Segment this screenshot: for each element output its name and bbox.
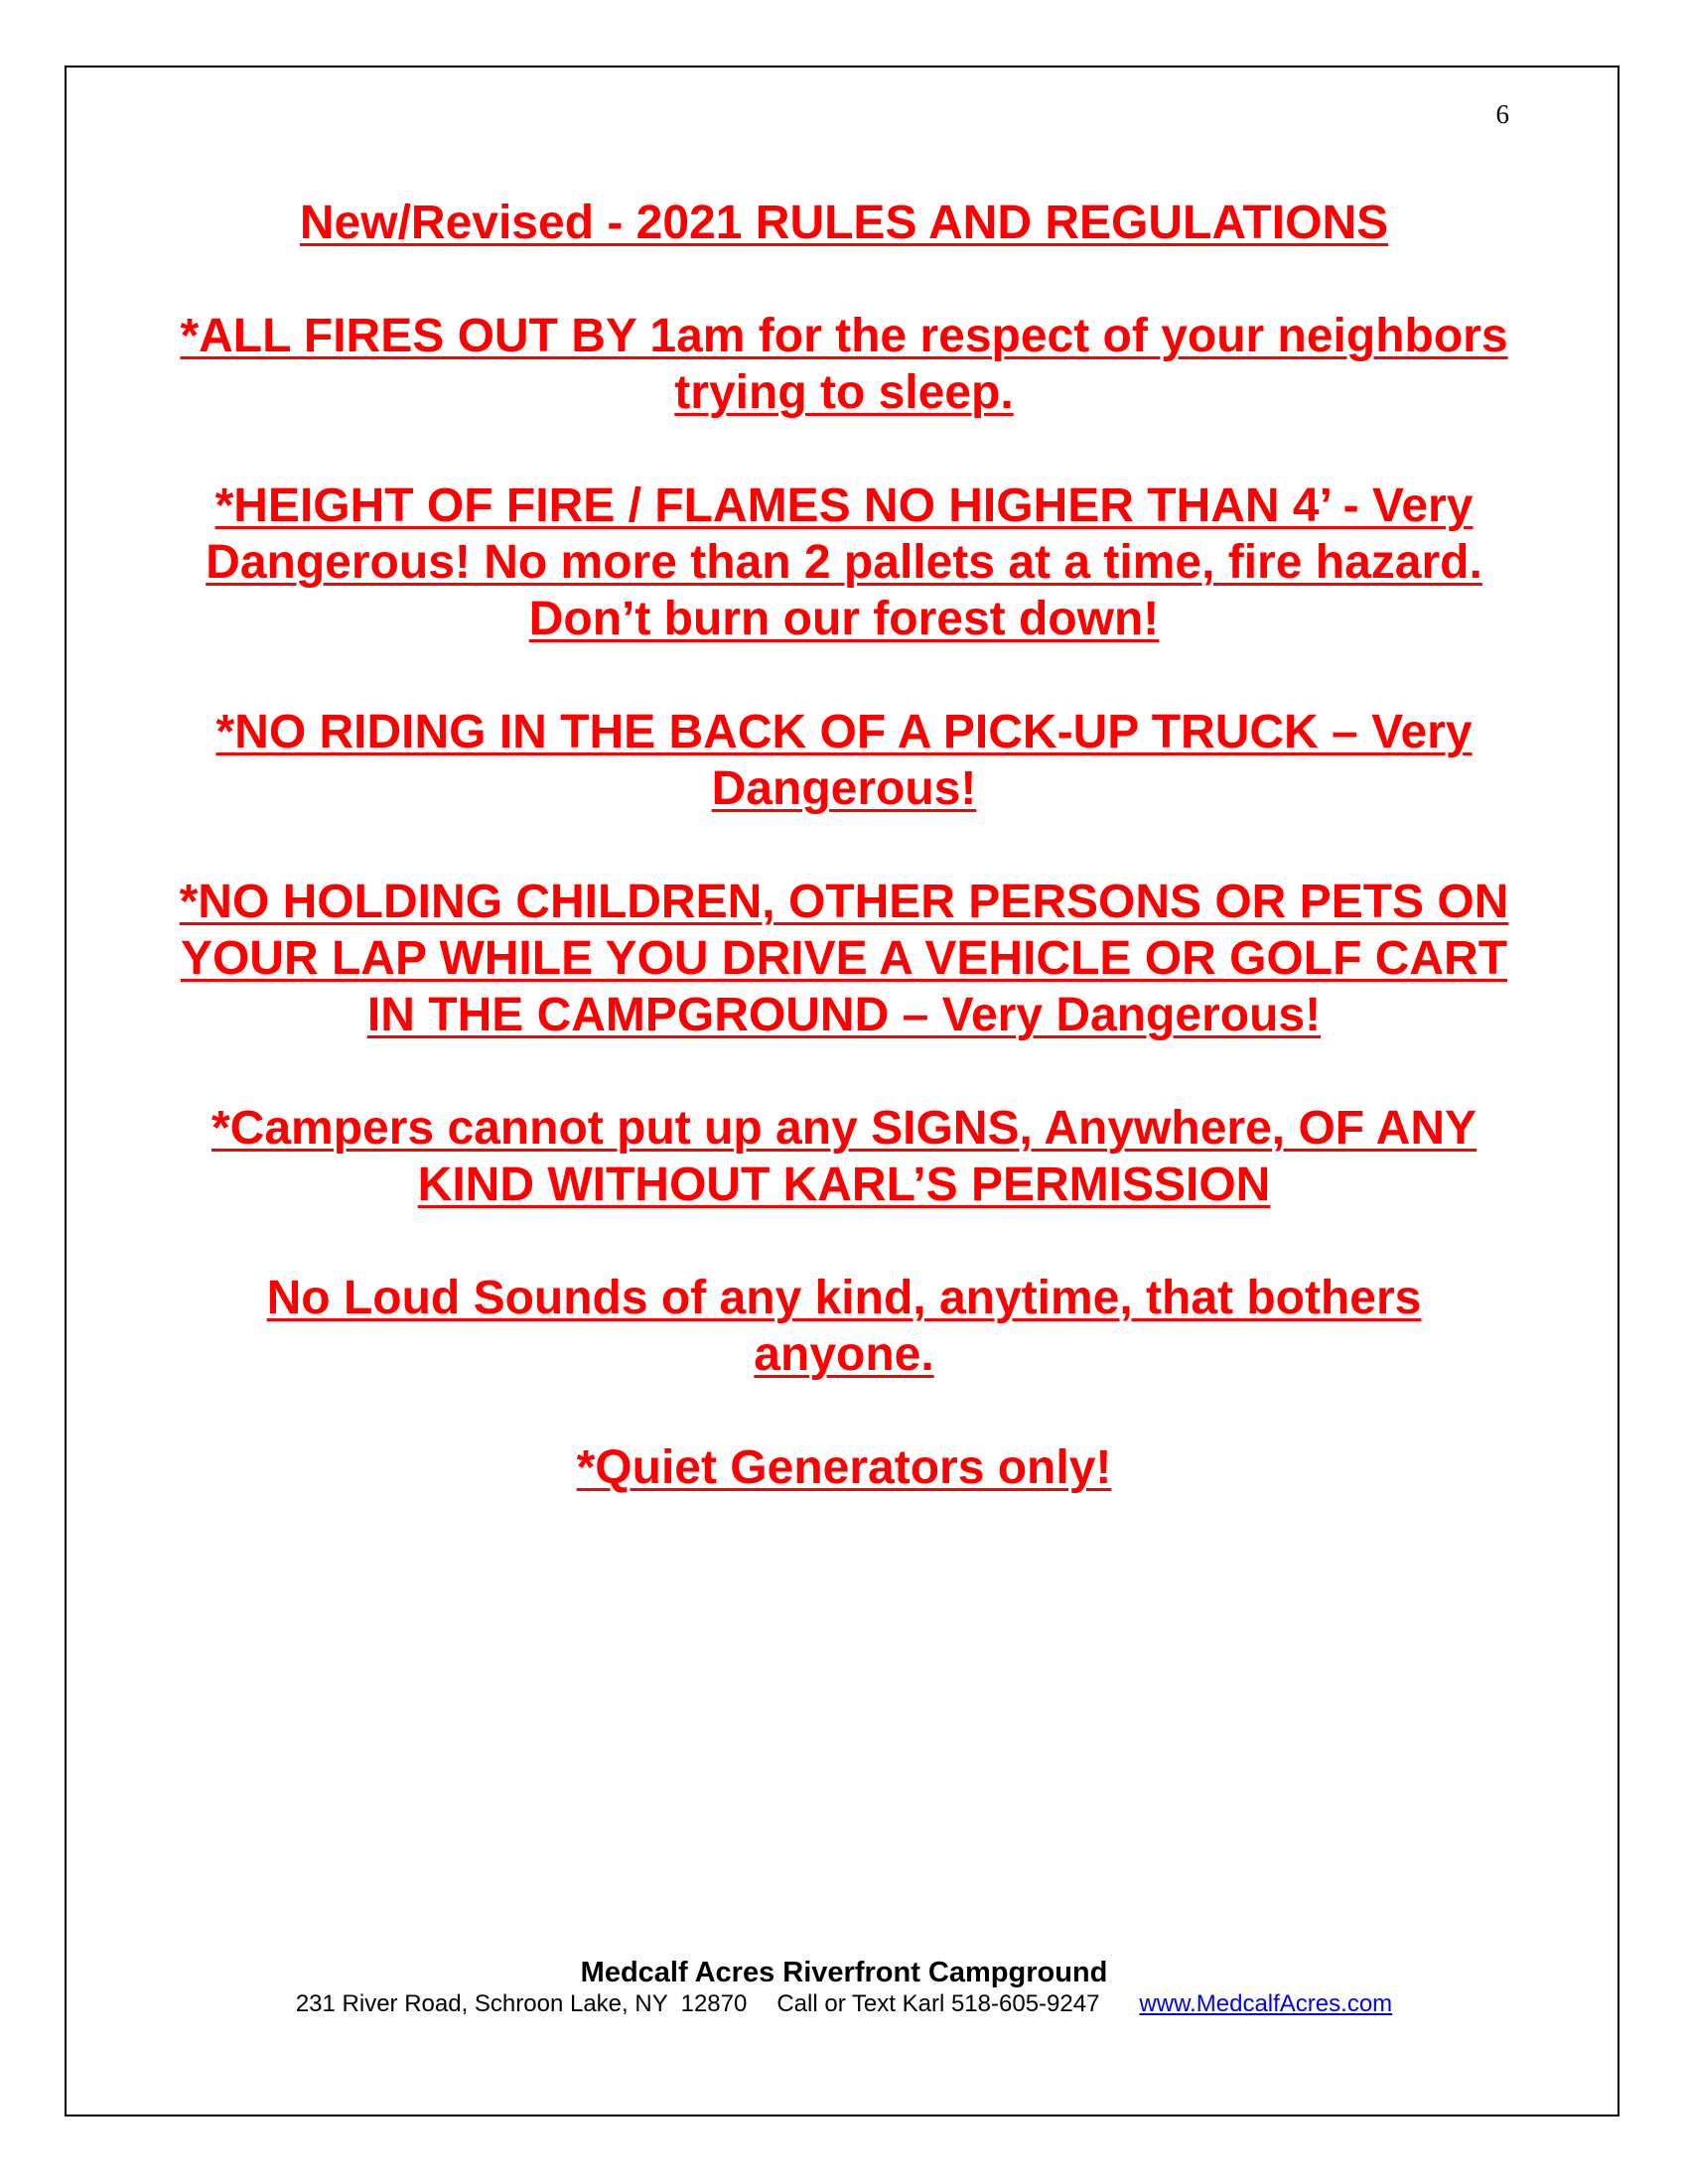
rule-loud-sounds: No Loud Sounds of any kind, anytime, that bothers anyone. xyxy=(266,1272,1422,1381)
rule-fires-out: *ALL FIRES OUT BY 1am for the respect of your neighbors trying to sleep. xyxy=(180,310,1508,419)
footer-title: Medcalf Acres Riverfront Campground xyxy=(580,1957,1108,1988)
footer-contact-line xyxy=(179,1989,1509,2019)
rule-generators: *Quiet Generators only! xyxy=(576,1441,1112,1494)
footer xyxy=(179,1956,1509,2019)
page-number: 6 xyxy=(1495,99,1509,129)
website-link[interactable]: www.MedcalfAcres.com xyxy=(1139,1990,1393,2017)
rule-pickup-truck: *NO RIDING IN THE BACK OF A PICK-UP TRUCK – Very Dangerous! xyxy=(215,706,1473,815)
rule-holding-children: *NO HOLDING CHILDREN, OTHER PERSONS OR PETS ON YOUR LAP WHILE YOU DRIVE A VEHICLE OR GOLF CART IN THE CAMPGROUND – Very Dangerous! xyxy=(179,876,1509,1041)
rule-fire-height: *HEIGHT OF FIRE / FLAMES NO HIGHER THAN 4’ - Very Dangerous! No more than 2 pallets at a time, fire hazard. Don’t burn our forest down! xyxy=(206,479,1482,645)
rules-heading: New/Revised - 2021 RULES AND REGULATIONS xyxy=(299,197,1389,249)
footer-address: 231 River Road, Schroon Lake, NY 12870 xyxy=(295,1990,748,2017)
rules-section xyxy=(179,195,1509,1553)
footer-contact: Call or Text Karl 518-605-9247 xyxy=(776,1990,1100,2017)
rule-signs: *Campers cannot put up any SIGNS, Anywhere, OF ANY KIND WITHOUT KARL’S PERMISSION xyxy=(211,1102,1477,1211)
